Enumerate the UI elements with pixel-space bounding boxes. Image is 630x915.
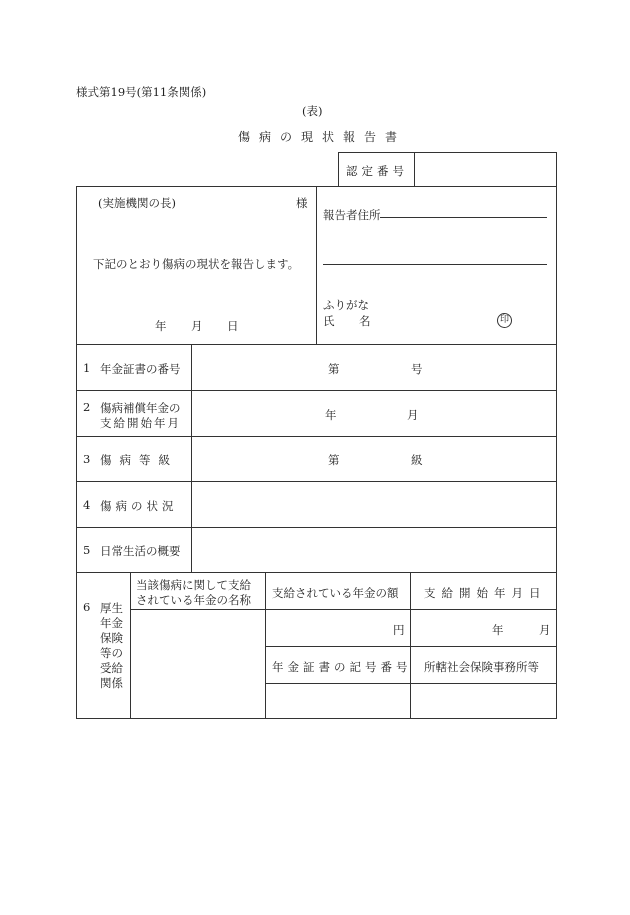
row-1-number: 1 (83, 361, 91, 375)
row-1-value-suffix: 号 (411, 362, 423, 376)
addressee-label: (実施機関の長) (98, 196, 176, 210)
form-number: 様式第19号(第11条関係) (76, 85, 207, 99)
form-title: 傷病の現状報告書 (238, 130, 407, 144)
row-2-number: 2 (83, 400, 91, 414)
row-3-label: 傷病等級 (100, 453, 178, 467)
row-2-label-line-2: 支給開始年月 (100, 416, 181, 430)
row-5-number: 5 (83, 543, 91, 557)
cert-number-label: 認定番号 (346, 164, 408, 178)
row-2-value-year: 年 (325, 408, 337, 422)
name-label-2: 名 (359, 314, 371, 328)
row-2-label-line-1: 傷病補償年金の (100, 401, 181, 415)
date-day-label: 日 (227, 319, 239, 333)
row-4-label: 傷病の状況 (100, 499, 178, 513)
pension-amount-unit: 円 (393, 623, 405, 637)
section-6-label-line-2: 年金 (100, 616, 123, 630)
start-year-label: 年 (492, 623, 504, 637)
row-3-value-prefix: 第 (328, 453, 340, 467)
seal-icon: 印 (497, 313, 512, 328)
honorific: 様 (296, 196, 308, 210)
pension-amount-header: 支給されている年金の額 (272, 586, 399, 600)
report-statement: 下記のとおり傷病の現状を報告します。 (93, 257, 300, 271)
date-month-label: 月 (191, 319, 203, 333)
row-1-label: 年金証書の番号 (100, 362, 181, 376)
row-4-number: 4 (83, 498, 91, 512)
pension-name-header-line-1: 当該傷病に関して支給 (136, 578, 251, 592)
row-3-number: 3 (83, 452, 91, 466)
reporter-address-label: 報告者住所 (323, 208, 381, 222)
social-insurance-office-header: 所轄社会保険事務所等 (424, 660, 539, 674)
form-side: (表) (302, 104, 323, 118)
section-6-label-line-6: 関係 (100, 676, 123, 690)
section-6-label-line-4: 等の (100, 646, 123, 660)
name-label-1: 氏 (323, 314, 335, 328)
date-year-label: 年 (155, 319, 167, 333)
row-5-label: 日常生活の概要 (100, 544, 181, 558)
pension-name-header-line-2: されている年金の名称 (136, 593, 251, 607)
reporter-address-field[interactable] (380, 217, 547, 218)
section-6-label-line-3: 保険 (100, 631, 123, 645)
row-2-value-month: 月 (407, 408, 419, 422)
reporter-address-line-2[interactable] (323, 264, 547, 265)
cert-number-field[interactable] (416, 154, 554, 185)
section-6-label-line-1: 厚生 (100, 601, 123, 615)
start-month-label: 月 (539, 623, 551, 637)
section-6-number: 6 (83, 600, 91, 614)
pension-cert-number-header: 年金証書の記号番号 (272, 660, 412, 674)
row-3-value-suffix: 級 (411, 453, 423, 467)
start-date-header: 支給開始年月日 (424, 586, 547, 600)
section-6-label-line-5: 受給 (100, 661, 123, 675)
row-1-value-prefix: 第 (328, 362, 340, 376)
furigana-label: ふりがな (323, 298, 369, 312)
